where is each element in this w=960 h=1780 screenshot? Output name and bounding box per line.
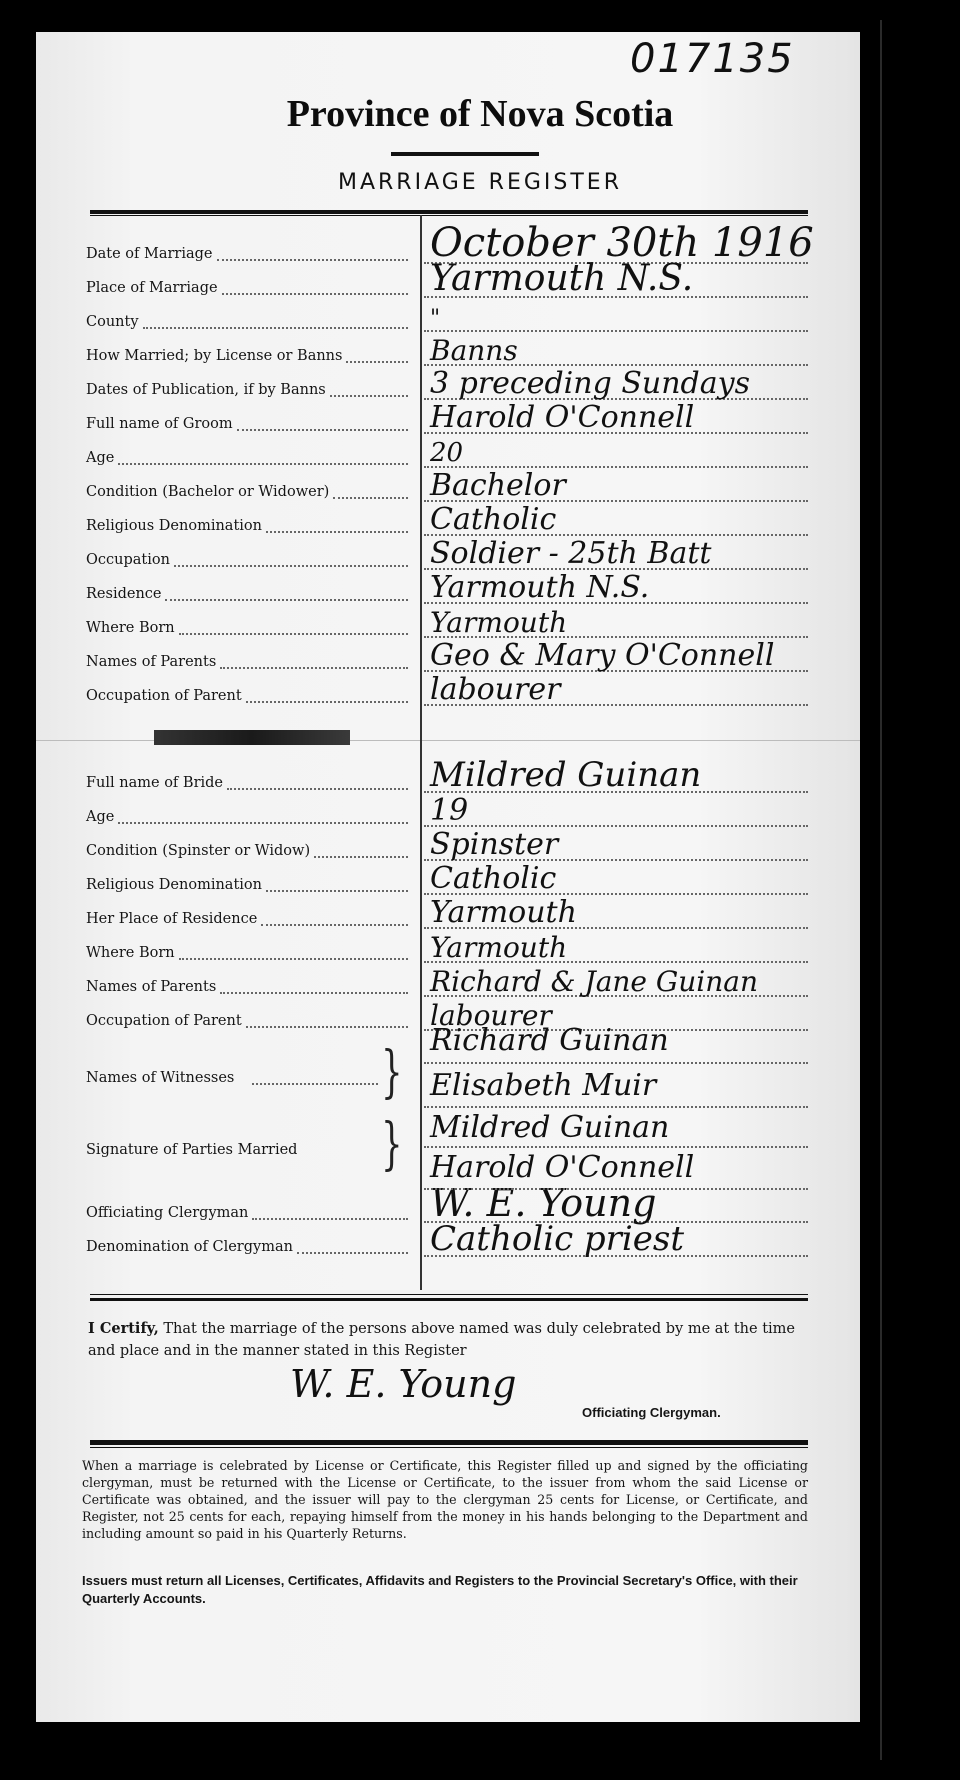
- field-value-handwritten: labourer: [430, 999, 552, 1032]
- field-value-handwritten: labourer: [430, 672, 561, 707]
- field-leader-dots: [118, 463, 408, 465]
- field-label: Names of Parents: [86, 979, 217, 995]
- field-value-handwritten: Yarmouth N.S.: [430, 570, 650, 605]
- field-value-line: [424, 330, 808, 332]
- witness-line-2: [424, 1106, 808, 1108]
- paper-edge: [880, 20, 882, 1760]
- field-leader-dots: [266, 531, 408, 533]
- witnesses-dots: [252, 1083, 378, 1085]
- bride-section-bar: [154, 730, 350, 745]
- cert-rule-thin: [90, 1294, 808, 1295]
- field-label: Where Born: [86, 620, 175, 636]
- field-leader-dots: [333, 497, 408, 499]
- field-label: Residence: [86, 586, 162, 602]
- field-label: Age: [86, 809, 115, 825]
- field-leader-dots: [179, 958, 408, 960]
- field-value-handwritten: October 30th 1916: [430, 220, 814, 266]
- certify-body: That the marriage of the persons above named was duly celebrated by me at the time and place and in the manner stated in this Register: [88, 1321, 795, 1359]
- field-leader-dots: [266, 890, 408, 892]
- page-subtitle: MARRIAGE REGISTER: [337, 170, 622, 195]
- field-leader-dots: [237, 429, 408, 431]
- field-leader-dots: [165, 599, 408, 601]
- field-label: How Married; by License or Banns: [86, 348, 343, 364]
- field-value-handwritten: Yarmouth: [430, 895, 577, 930]
- field-label: Religious Denomination: [86, 877, 262, 893]
- field-value-handwritten: Yarmouth N.S.: [430, 258, 694, 299]
- field-label: Religious Denomination: [86, 518, 262, 534]
- field-label: County: [86, 314, 139, 330]
- field-label: Her Place of Residence: [86, 911, 258, 927]
- field-label: Officiating Clergyman: [86, 1205, 249, 1221]
- field-leader-dots: [220, 992, 408, 994]
- field-value-handwritten: W. E. Young: [430, 1181, 657, 1225]
- signature-line-2: [424, 1188, 808, 1190]
- column-divider: [420, 215, 422, 1290]
- field-value-handwritten: Yarmouth: [430, 931, 568, 964]
- field-value-handwritten: Catholic: [430, 861, 557, 896]
- field-leader-dots: [330, 395, 408, 397]
- certifying-signature: W. E. Young: [290, 1362, 517, 1406]
- field-value-handwritten: Harold O'Connell: [430, 400, 695, 435]
- field-leader-dots: [179, 633, 408, 635]
- field-value-handwritten: Mildred Guinan: [430, 755, 702, 795]
- witnesses-brace: }: [381, 1040, 403, 1105]
- field-value-handwritten: 3 preceding Sundays: [430, 366, 750, 401]
- field-label: Denomination of Clergyman: [86, 1239, 293, 1255]
- field-value-handwritten: Geo & Mary O'Connell: [430, 638, 775, 673]
- field-value-handwritten: Catholic priest: [430, 1219, 685, 1259]
- field-value-handwritten: Spinster: [430, 827, 559, 862]
- field-leader-dots: [222, 293, 408, 295]
- field-leader-dots: [252, 1218, 408, 1220]
- field-leader-dots: [143, 327, 408, 329]
- field-label: Date of Marriage: [86, 246, 213, 262]
- cert-rule: [90, 1298, 808, 1301]
- officiating-clergyman-label: Officiating Clergyman.: [582, 1405, 721, 1420]
- notice-rule-thin: [90, 1447, 808, 1448]
- field-label: Condition (Bachelor or Widower): [86, 484, 330, 500]
- field-label: Place of Marriage: [86, 280, 218, 296]
- signature-line-1: [424, 1146, 808, 1148]
- field-value-handwritten: Bachelor: [430, 468, 566, 503]
- field-leader-dots: [246, 701, 408, 703]
- signature-groom: Harold O'Connell: [430, 1150, 695, 1185]
- field-leader-dots: [297, 1252, 408, 1254]
- witness-name-1: Richard Guinan: [430, 1023, 669, 1058]
- field-leader-dots: [174, 565, 408, 567]
- return-notice: When a marriage is celebrated by License or Certificate, this Register filled up and signed by the officiating clergyman, must be returned with the License or Certificate, to the issuer from whom the said License or Certificate was obtained, and the issuer will pay to the clergyman 25 cents for License, or Certificate, and Register, not 25 cents for each, repaying himself from the money in his hands belonging to the Department and including amount so paid in his Quarterly Returns.: [82, 1458, 808, 1541]
- certify-lead: I Certify,: [88, 1320, 159, 1337]
- issuers-notice: Issuers must return all Licenses, Certificates, Affidavits and Registers to the Provincial Secretary's Office, with their Quarterly Accounts.: [82, 1573, 798, 1606]
- notice-rule: [90, 1440, 808, 1445]
- field-leader-dots: [261, 924, 408, 926]
- field-label: Names of Parents: [86, 654, 217, 670]
- field-value-handwritten: Richard & Jane Guinan: [430, 965, 759, 998]
- field-label: Occupation of Parent: [86, 1013, 242, 1029]
- field-leader-dots: [246, 1026, 408, 1028]
- field-value-handwritten: Soldier - 25th Batt: [430, 536, 712, 571]
- signatures-label: Signature of Parties Married: [86, 1142, 298, 1158]
- field-label: Full name of Bride: [86, 775, 223, 791]
- field-leader-dots: [314, 856, 408, 858]
- header-rule-thin: [90, 215, 808, 216]
- field-label: Condition (Spinster or Widow): [86, 843, 311, 859]
- page-title: Province of Nova Scotia: [286, 93, 674, 135]
- field-leader-dots: [118, 822, 408, 824]
- field-leader-dots: [220, 667, 408, 669]
- field-value-handwritten: Banns: [430, 334, 518, 367]
- field-value-handwritten: Catholic: [430, 502, 557, 537]
- field-label: Full name of Groom: [86, 416, 233, 432]
- field-leader-dots: [227, 788, 408, 790]
- field-label: Occupation: [86, 552, 170, 568]
- certification-text: [88, 1318, 798, 1362]
- field-label: Where Born: [86, 945, 175, 961]
- field-value-handwritten: 20: [430, 438, 464, 468]
- signature-bride: Mildred Guinan: [430, 1110, 670, 1145]
- field-leader-dots: [346, 361, 408, 363]
- field-label: Dates of Publication, if by Banns: [86, 382, 326, 398]
- header-rule: [90, 210, 808, 214]
- field-label: Occupation of Parent: [86, 688, 242, 704]
- witnesses-label: Names of Witnesses: [86, 1070, 235, 1086]
- field-leader-dots: [217, 259, 408, 261]
- witness-line-1: [424, 1062, 808, 1064]
- field-value-handwritten: ": [430, 306, 441, 331]
- field-label: Age: [86, 450, 115, 466]
- document-number: 017135: [630, 36, 795, 82]
- title-rule: [391, 152, 539, 156]
- witness-name-2: Elisabeth Muir: [430, 1068, 657, 1103]
- field-value-handwritten: Yarmouth: [430, 606, 568, 639]
- field-value-handwritten: 19: [430, 793, 469, 828]
- signatures-brace: }: [381, 1112, 403, 1177]
